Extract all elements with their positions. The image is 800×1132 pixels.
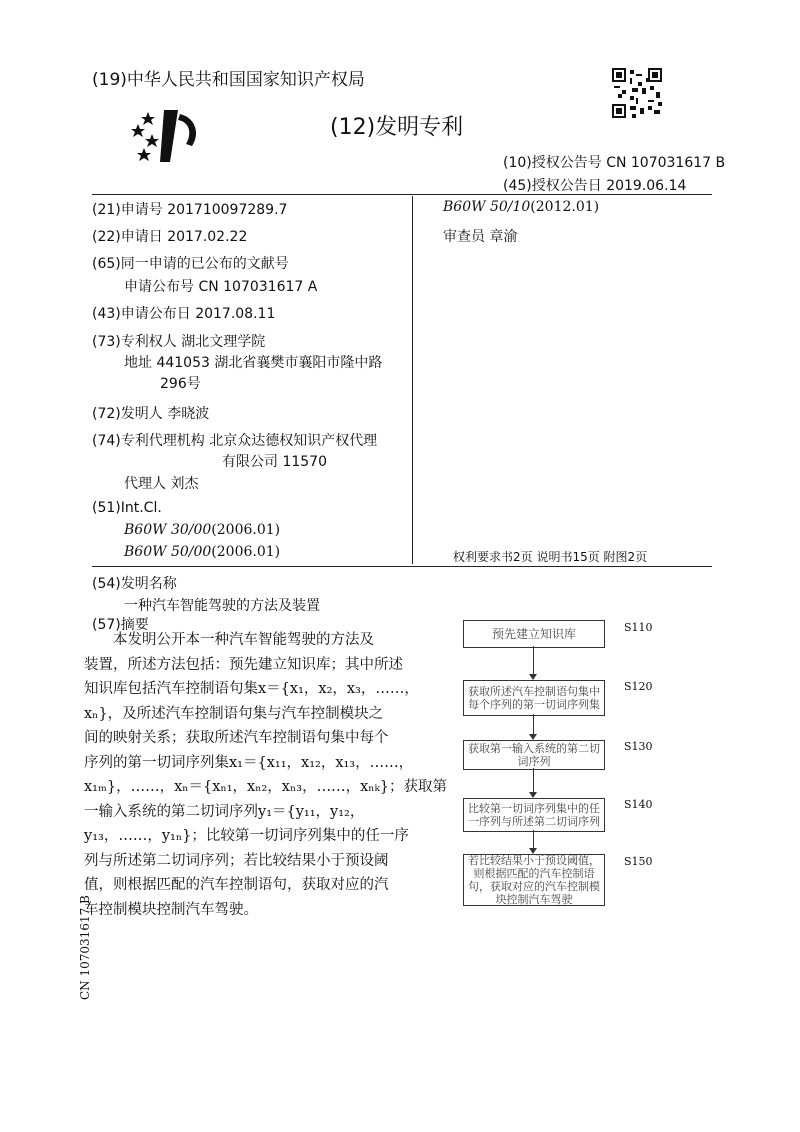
cnipa-logo [126,104,206,168]
abstract-line: 本发明公开本一种汽车智能驾驶的方法及 [84,632,374,648]
biblio-divider [92,566,712,567]
flow-step-id: S150 [624,855,653,868]
address-line-2: 296号 [160,376,201,392]
flow-arrow [533,714,534,734]
column-divider [412,196,413,564]
abstract-line: 间的映射关系；获取所述汽车控制语句集中每个 [84,730,389,746]
flow-step-id: S120 [624,680,653,693]
patentee: (73)专利权人 湖北文理学院 [92,334,266,350]
publication-date: (45)授权公告日 2019.06.14 [503,178,687,194]
flow-arrow [533,830,534,848]
flow-step-id: S140 [624,798,653,811]
agency-line-2: 有限公司 11570 [222,454,327,470]
agent: 代理人 刘杰 [124,476,199,492]
abstract-line: x₁ₘ}，……，xₙ＝{xₙ₁，xₙ₂，xₙ₃，……，xₙₖ}；获取第 [84,779,448,795]
invention-title: 一种汽车智能驾驶的方法及装置 [124,598,320,614]
abstract-line: 车控制模块控制汽车驾驶。 [84,901,258,918]
flow-step-id: S130 [624,740,653,753]
int-cl-label: (51)Int.Cl. [92,500,162,516]
flow-step-box: 获取所述汽车控制语句集中每个序列的第一切词序列集 [463,680,605,716]
application-number: (21)申请号 201710097289.7 [92,202,288,218]
ipc-classification-1: B60W 30/00(2006.01) [124,522,281,538]
document-type: (12)发明专利 [330,115,464,140]
abstract-line: 一输入系统的第二切词序列y₁＝{y₁₁，y₁₂， [84,803,365,820]
abstract-text [84,628,448,922]
header-divider [92,194,712,195]
flow-step-box: 若比较结果小于预设阈值，则根据匹配的汽车控制语句，获取对应的汽车控制模块控制汽车驾驶 [463,854,605,906]
side-publication-number: CN 107031617 B [78,895,92,1000]
agency-line-1: (74)专利代理机构 北京众达德权知识产权代理 [92,433,378,449]
inventor: (72)发明人 李晓波 [92,406,210,422]
abstract-line: y₁₃，……，y₁ₙ}；比较第一切词序列集中的任一序 [84,828,409,844]
ipc-classification-2: B60W 50/00(2006.01) [124,544,281,560]
abstract-line: 序列的第一切词序列集x₁＝{x₁₁，x₁₂，x₁₃，……， [84,754,414,771]
examiner: 审查员 章渝 [443,229,518,245]
flow-step-box: 比较第一切词序列集中的任一序列与所述第二切词序列 [463,798,605,832]
prior-publication-number: 申请公布号 CN 107031617 A [124,279,318,295]
publication-number: (10)授权公告号 CN 107031617 B [503,155,726,171]
abstract-label: (57)摘要 [92,617,149,633]
application-date: (22)申请日 2017.02.22 [92,229,248,245]
qr-code-icon [612,68,662,118]
flow-step-box: 获取第一输入系统的第二切词序列 [463,740,605,770]
flow-step-box: 预先建立知识库 [463,620,605,648]
publication-date-43: (43)申请公布日 2017.08.11 [92,306,276,322]
abstract-line: 装置，所述方法包括：预先建立知识库；其中所述 [84,656,403,673]
abstract-line: xₙ}，及所述汽车控制语句集与汽车控制模块之 [84,705,384,722]
abstract-line: 列与所述第二切词序列；若比较结果小于预设阈 [84,852,389,869]
right-ipc-classification: B60W 50/10(2012.01) [443,199,600,215]
address-line-1: 地址 441053 湖北省襄樊市襄阳市隆中路 [124,355,383,371]
prior-publication-label: (65)同一申请的已公布的文献号 [92,256,289,272]
abstract-line: 知识库包括汽车控制语句集x＝{x₁，x₂，x₃，……， [84,681,419,697]
flow-step-id: S110 [624,621,653,634]
flow-arrow [533,768,534,792]
flow-arrow [533,646,534,674]
office-name: (19)中华人民共和国国家知识产权局 [92,70,365,90]
page-counts: 权利要求书2页 说明书15页 附图2页 [453,550,648,564]
abstract-line: 值，则根据匹配的汽车控制语句，获取对应的汽 [84,877,389,893]
invention-title-label: (54)发明名称 [92,576,177,592]
